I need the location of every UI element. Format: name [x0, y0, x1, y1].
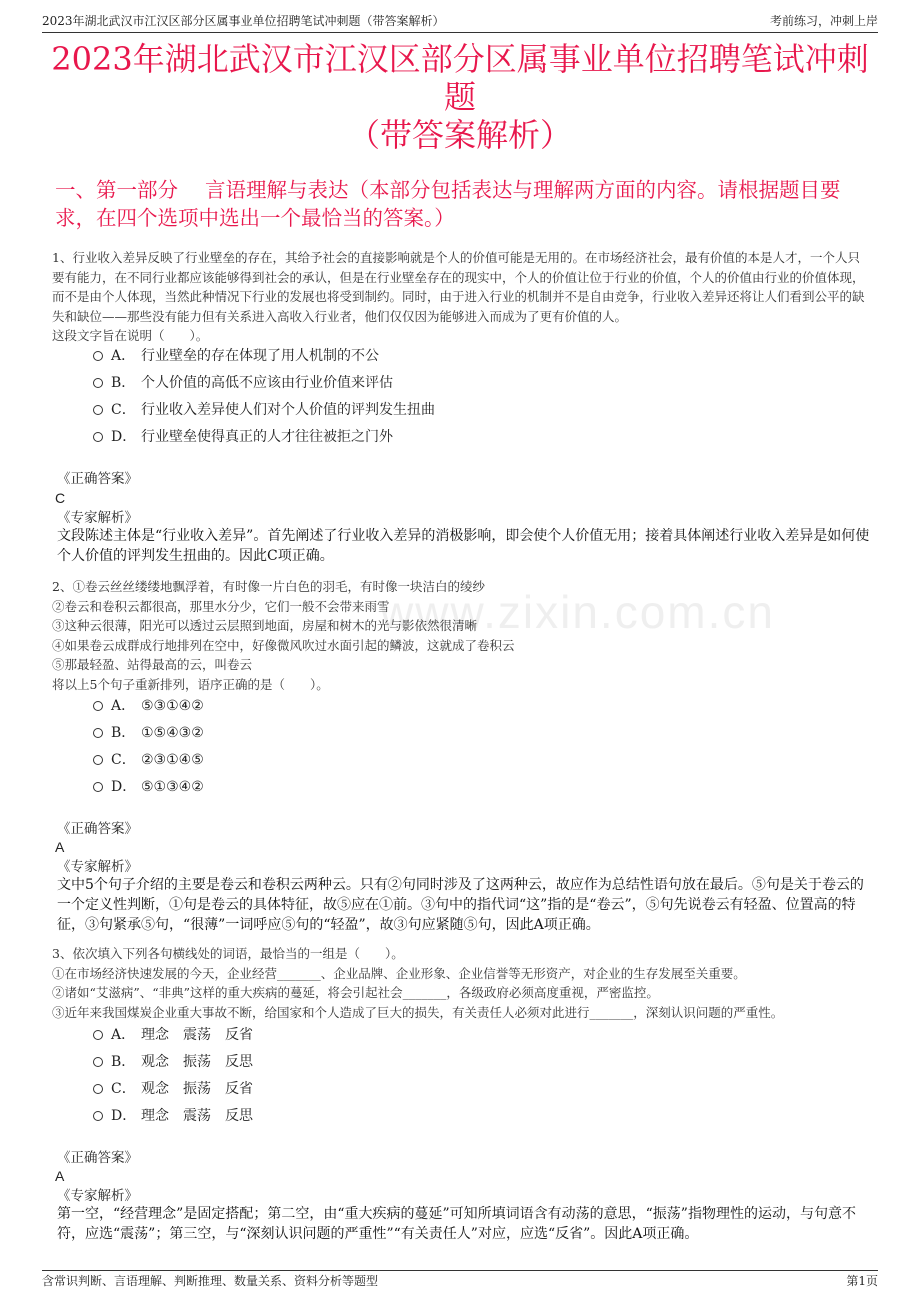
option-text: ①⑤④③② [141, 725, 204, 741]
question-1-prompt: 这段文字旨在说明（ ）。 [52, 328, 209, 343]
question-3-line-2: ②诸如“艾滋病”、“非典”这样的重大疾病的蔓延，将会引起社会_______，各级政府必须高度重视，严密监控。 [52, 985, 659, 1000]
question-1-stem [52, 248, 870, 346]
question-3-line-1: ①在市场经济快速发展的今天，企业经营_______、企业品牌、企业形象、企业信誉等无形资产，对企业的生存发展至关重要。 [52, 965, 746, 981]
title-line-1: 2023年湖北武汉市江汉区部分区属事业单位招聘笔试冲刺题 [51, 40, 869, 116]
question-1-answer-label: 《正确答案》 [57, 471, 138, 487]
question-1-explain-label: 《专家解析》 [57, 510, 138, 526]
option-letter: D． [111, 779, 137, 795]
question-3-stem [52, 944, 870, 1022]
page-header [42, 8, 878, 33]
radio-icon[interactable] [93, 405, 103, 415]
question-3-explanation: 第一空，“经营理念”是固定搭配；第二空，由“重大疾病的蔓延”可知所填词语含有动荡的意思，“振荡”指物理性的运动，与句意不符，应选“震荡”；第三空，与“深刻认识问题的严重性”“有关责任人”对应，应选“反省”。因此A项正确。 [57, 1206, 856, 1242]
question-3-explain-label: 《专家解析》 [57, 1188, 138, 1204]
question-3-line-3: ③近年来我国煤炭企业重大事故不断，给国家和个人造成了巨大的损失，有关责任人必须对此进行_______，深刻认识问题的严重性。 [52, 1004, 784, 1020]
question-1-option-c[interactable] [93, 400, 435, 420]
question-3-option-c[interactable] [93, 1079, 253, 1099]
question-2-stem [52, 577, 870, 694]
watermark: www.zixin.com.cn [380, 586, 775, 638]
option-letter: C． [111, 402, 136, 418]
page-footer [42, 1270, 878, 1293]
question-3-prompt: 3、依次填入下列各句横线处的词语，最恰当的一组是（ ）。 [52, 946, 404, 961]
question-1-option-b[interactable] [93, 373, 393, 393]
option-letter: A． [111, 698, 136, 714]
radio-icon[interactable] [93, 701, 103, 711]
option-letter: A． [111, 348, 136, 364]
question-2-line-1: 2、①卷云丝丝缕缕地飘浮着，有时像一片白色的羽毛，有时像一块洁白的绫纱 [52, 579, 485, 594]
option-text: ②③①④⑤ [141, 752, 204, 768]
question-2-line-5: ⑤那最轻盈、站得最高的云，叫卷云 [52, 657, 253, 672]
option-letter: D． [111, 429, 137, 445]
title-line-2: （带答案解析） [347, 116, 572, 154]
option-text: 行业收入差异使人们对个人价值的评判发生扭曲 [141, 402, 435, 418]
question-2-option-c[interactable] [93, 750, 204, 770]
question-1-text: 1、行业收入差异反映了行业壁垒的存在，其给予社会的直接影响就是个人的价值可能是无用的。在市场经济社会，最有价值的本是人才，一个人只要有能力，在不同行业都应该能够得到社会的承认，但是在行业壁垒存在的现实中，个人的价值让位于行业的价值，个人的价值由行业的价值体现，而不是由个人体现，当然此种情况下行业的发展也将受到制约。同时，由于进入行业的机制并不是自由竞争，行业收入差异还将让人们看到公平的缺失和缺位——那些没有能力但有关系进入高收入行业者，他们仅仅因为能够进入而成为了更有价值的人。 [52, 250, 865, 324]
option-text: 行业壁垒使得真正的人才往往被拒之门外 [141, 429, 393, 445]
header-doc-title: 2023年湖北武汉市江汉区部分区属事业单位招聘笔试冲刺题（带答案解析） [42, 14, 445, 28]
option-text: 行业壁垒的存在体现了用人机制的不公 [141, 348, 379, 364]
option-letter: D． [111, 1108, 137, 1124]
radio-icon[interactable] [93, 351, 103, 361]
radio-icon[interactable] [93, 1030, 103, 1040]
question-2-prompt: 将以上5个句子重新排列，语序正确的是（ ）。 [52, 676, 329, 692]
radio-icon[interactable] [93, 378, 103, 388]
option-letter: A． [111, 1027, 136, 1043]
option-text: ⑤③①④② [141, 698, 204, 714]
option-letter: B． [111, 375, 136, 391]
question-1-answer: C [55, 490, 66, 506]
option-text: 理念 震荡 反思 [141, 1108, 253, 1124]
question-1-option-d[interactable] [93, 427, 393, 447]
question-3-answer-label: 《正确答案》 [57, 1150, 138, 1166]
footer-topics: 含常识判断、言语理解、判断推理、数量关系、资料分析等题型 [42, 1274, 379, 1288]
question-3-option-d[interactable] [93, 1106, 253, 1126]
option-text: 个人价值的高低不应该由行业价值来评估 [141, 375, 393, 391]
question-1-option-a[interactable] [93, 346, 379, 366]
option-letter: B． [111, 1054, 136, 1070]
radio-icon[interactable] [93, 1057, 103, 1067]
question-1-explanation: 文段陈述主体是“行业收入差异”。首先阐述了行业收入差异的消极影响，即会使个人价值无用；接着具体阐述行业收入差异是如何使个人价值的评判发生扭曲的。因此C项正确。 [57, 528, 870, 564]
question-2-answer-label: 《正确答案》 [57, 821, 138, 837]
question-3-option-b[interactable] [93, 1052, 253, 1072]
radio-icon[interactable] [93, 782, 103, 792]
question-2-option-a[interactable] [93, 696, 204, 716]
option-letter: C． [111, 752, 136, 768]
option-letter: B． [111, 725, 136, 741]
option-text: 观念 振荡 反思 [141, 1054, 253, 1070]
option-text: 观念 振荡 反省 [141, 1081, 253, 1097]
section-heading: 一、第一部分 言语理解与表达（本部分包括表达与理解两方面的内容。请根据题目要求，在四个选项中选出一个最恰当的答案。） [55, 178, 841, 230]
option-text: 理念 震荡 反省 [141, 1027, 253, 1043]
question-2-line-4: ④如果卷云成群成行地排列在空中，好像微风吹过水面引起的鳞波，这就成了卷积云 [52, 637, 515, 653]
question-2-line-2: ②卷云和卷积云都很高，那里水分少，它们一般不会带来雨雪 [52, 598, 390, 614]
option-text: ⑤①③④② [141, 779, 204, 795]
question-2-option-d[interactable] [93, 777, 204, 797]
question-2-line-3: ③这种云很薄，阳光可以透过云层照到地面，房屋和树木的光与影依然很清晰 [52, 618, 478, 633]
option-letter: C． [111, 1081, 136, 1097]
question-3-answer: A [55, 1168, 65, 1184]
radio-icon[interactable] [93, 728, 103, 738]
question-2-answer: A [55, 839, 65, 855]
question-2-option-b[interactable] [93, 723, 204, 743]
page-number: 第1页 [846, 1274, 878, 1288]
question-3-option-a[interactable] [93, 1025, 253, 1045]
radio-icon[interactable] [93, 1084, 103, 1094]
question-2-explanation: 文中5个句子介绍的主要是卷云和卷积云两种云。只有②句同时涉及了这两种云，故应作为总结性语句放在最后。⑤句是关于卷云的一个定义性判断，①句是卷云的具体特征，故⑤应在①前。③句中的指代词“这”指的是“卷云”，⑤句先说卷云有轻盈、位置高的特征，③句紧承⑤句，“很薄”一词呼应⑤句的“轻盈”，故③句应紧随⑤句，因此A项正确。 [57, 877, 864, 933]
question-2-explain-label: 《专家解析》 [57, 859, 138, 875]
header-slogan: 考前练习，冲刺上岸 [769, 14, 878, 28]
radio-icon[interactable] [93, 432, 103, 442]
document-title [40, 40, 880, 154]
radio-icon[interactable] [93, 755, 103, 765]
radio-icon[interactable] [93, 1111, 103, 1121]
